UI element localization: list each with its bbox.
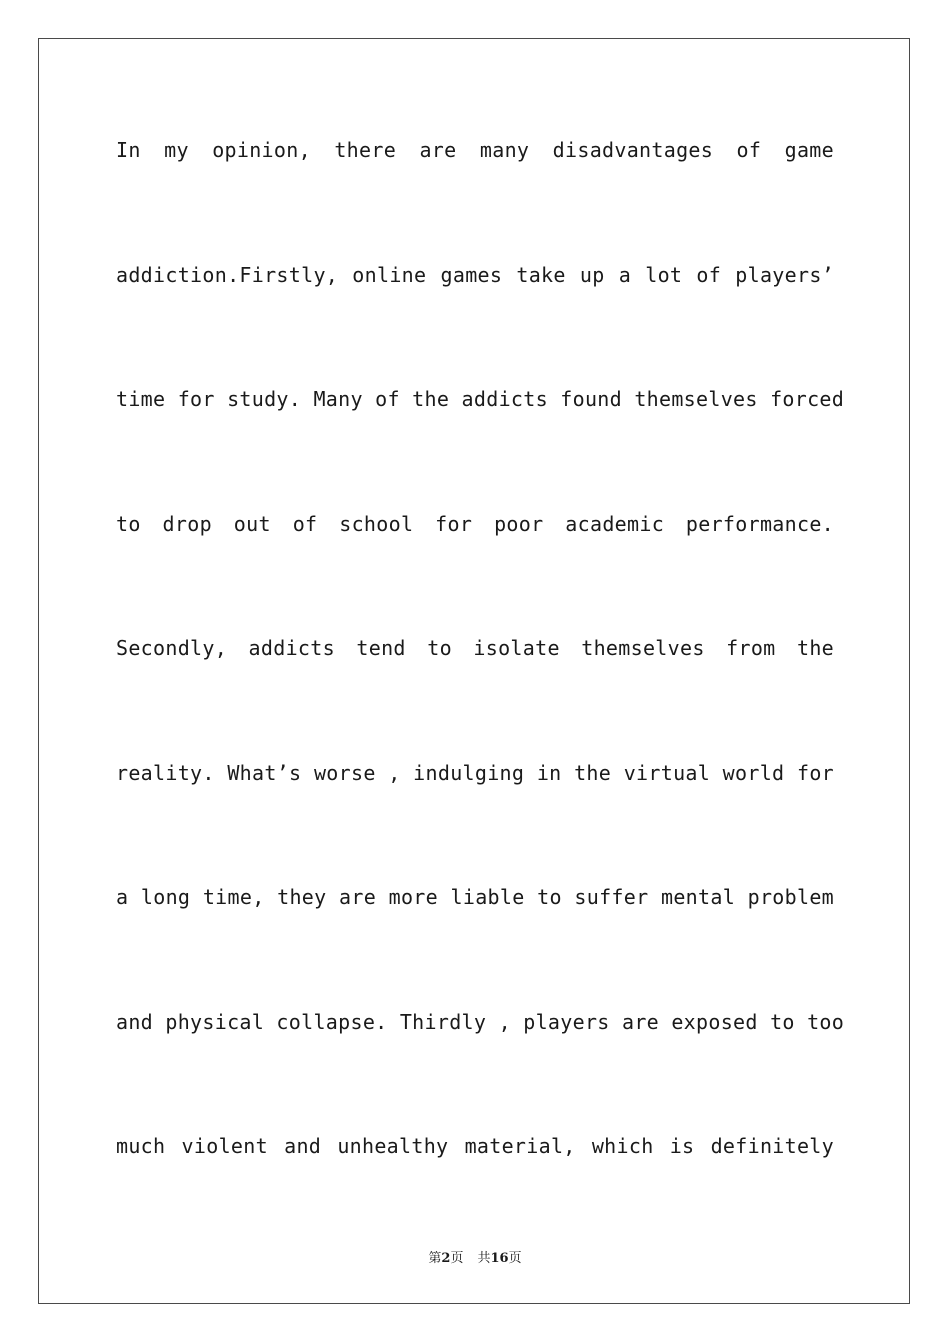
- total-prefix: 共: [477, 1251, 491, 1266]
- page-suffix: 页: [450, 1251, 464, 1266]
- page-number: 2: [441, 1251, 451, 1266]
- text-line-6: reality. What’s worse , indulging in the virtual world for: [116, 761, 834, 785]
- text-line-2: addiction.Firstly, online games take up a lot of players’: [116, 263, 834, 287]
- text-line-9: much violent and unhealthy material, which is definitely: [116, 1134, 834, 1158]
- total-suffix: 页: [508, 1251, 522, 1266]
- text-line-7: a long time, they are more liable to suffer mental problem: [116, 885, 834, 909]
- text-line-4: to drop out of school for poor academic performance.: [116, 512, 834, 536]
- text-line-8: and physical collapse. Thirdly , players are exposed to too: [116, 1010, 845, 1034]
- text-line-3: time for study. Many of the addicts found themselves forced: [116, 387, 845, 411]
- page-frame: [38, 38, 910, 1304]
- text-line-5: Secondly, addicts tend to isolate themselves from the: [116, 636, 834, 660]
- total-pages: 16: [490, 1251, 509, 1266]
- text-line-1: In my opinion, there are many disadvantages of game: [116, 138, 834, 162]
- page-prefix: 第: [428, 1251, 442, 1266]
- page-footer: [0, 1247, 950, 1266]
